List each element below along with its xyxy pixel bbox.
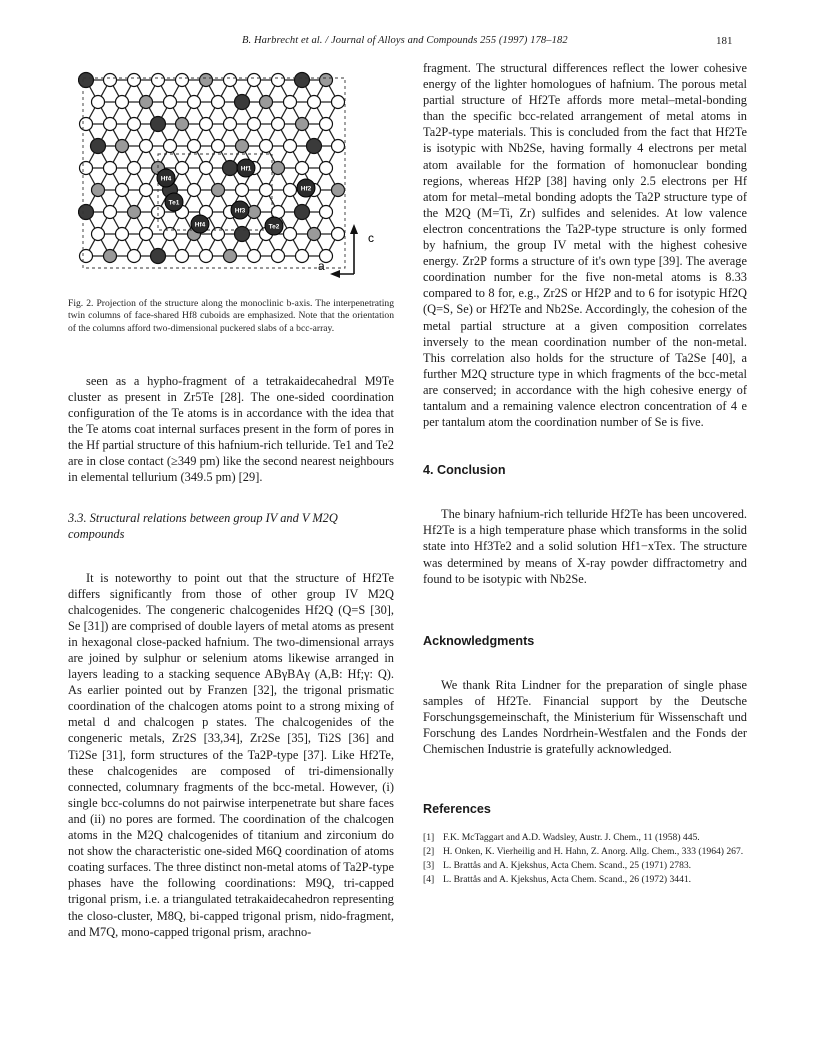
reference-item [423,845,747,859]
reference-number: [2] [423,846,435,858]
running-head-title: B. Harbrecht et al. / Journal of Alloys and Compounds 255 (1997) 178–182 [242,35,568,46]
structure-figure [78,70,378,290]
atom-label: Te2 [268,223,280,231]
axis-a-label: a [318,259,325,273]
conclusion-paragraph: The binary hafnium-rich telluride Hf2Te has been uncovered. Hf2Te is a high temperature phase which transforms in the solid state into Hf3Te2 and a solid solution Hf1−xTex. The structure was determined by means of X-ray powder diffractometry and found to be isotypic with Nb2Se. [423,507,747,586]
reference-item [423,831,747,845]
figure-caption: Fig. 2. Projection of the structure along the monoclinic b-axis. The interpenetrating twin columns of face-shared Hf8 cuboids are emphasized. Note that the orientation of the columns afford two-dimensional puckered slabs of a bcc-array. [68,298,394,334]
axis-c-label: c [368,231,374,245]
reference-item [423,873,747,887]
atom-label: Hf4 [160,175,172,183]
acknowledgments-paragraph: We thank Rita Lindner for the preparation of single phase samples of Hf2Te. Financial support by the Deutsche Forschungsgemeinschaft, the Ministerium für Wissenschaft und Forschung des Landes Nordrhein-Westfalen and the Fonds der Chemischen Industrie is gratefully acknowledged. [423,677,747,757]
right-column [423,60,747,887]
left-paragraph-1: seen as a hypho-fragment of a tetrakaidecahedral M9Te cluster as present in Zr5Te [28]. The one-sided coordination configuration of the Te atoms is in accordance with the idea that the Te atoms coat internal surfaces present in the form of pores in the Hf partial structure of this hafnium-rich telluride. Te1 and Te2 are in close contact (≥349 pm) like the second nearest neighbours in elemental tellurium (349.5 pm) [29]. [68,373,394,485]
references-heading: References [423,802,491,817]
conclusion-heading: 4. Conclusion [423,463,506,478]
reference-text: L. Brattås and A. Kjekshus, Acta Chem. Scand., 25 (1971) 2783. [443,860,692,872]
running-head [0,35,816,51]
page-number: 181 [716,35,733,47]
reference-text: H. Onken, K. Vierheilig and H. Hahn, Z. Anorg. Allg. Chem., 333 (1964) 267. [443,846,744,858]
reference-number: [4] [423,874,435,886]
reference-number: [1] [423,832,435,844]
atom-label: Te1 [168,199,180,207]
atom-label: Hf2 [300,185,312,193]
atom-label: Hf3 [234,207,246,215]
right-paragraph-1: fragment. The structural differences reflect the lower cohesive energy of the lighter homologues of hafnium. The porous metal partial structure of Hf2Te affords more metal–metal-bonding than the specific bcc-related arrangement of metal atoms in Ta2P-type materials. This is concluded from the fact that Hf2Te is isotypic with Nb2Se, having formally 4 electrons per metal atom available for the formation of homonuclear bonding regions, whereas Hf2P [38] having only 2.5 electrons per Hf atom for metal–metal bonding adopts the Ta2P structure type of the M2Q (M=Ti, Zr) sulfides and selenides. At low valence electron concentrations the Ta2P-type structure is only formed by hafnium, the group IV metal with the highest cohesive energy. Zr2P forms a structure of it's own type [39]. The average coordination number for the five non-metal atoms is 8.33 compared to 8 for, e.g., Zr2S or Hf2P and to 6 for isotypic Hf2Q (Q=S, Se) or Hf2Te and Nb2Se. Accordingly, the cohesion of the metal partial structure at a given composition correlates inversely to the mean coordination number of the non-metal. This correlation also holds for the structure of Ta2Se [40], a further M2Q structure type in which fragments of the bcc-metal are conserved; in accordance with the high cohesive energy of tantalum and a remaining valence electron concentration of 4 e per tantalum atom the coordination number of Se is five. [423,61,747,430]
references-list [423,831,747,887]
reference-text: F.K. McTaggart and A.D. Wadsley, Austr. J. Chem., 11 (1958) 445. [443,832,700,844]
atom-label: Hf4 [194,221,206,229]
atom-label: Hf1 [240,165,252,173]
reference-text: L. Brattås and A. Kjekshus, Acta Chem. Scand., 26 (1972) 3441. [443,874,692,886]
left-paragraph-2: It is noteworthy to point out that the structure of Hf2Te differs significantly from those of other group IV M2Q chalcogenides. The congeneric chalcogenides Hf2Q (Q=S [30], Se [31]) are comprised of double layers of metal atoms as present in hexagonal close-packed hafnium. The two-dimensional arrays are joined by sulphur or selenium atoms likewise arranged in layers leading to a stacking sequence ABγBAγ (A,B: Hf;γ: Q). As earlier pointed out by Franzen [32], the trigonal prismatic coordination of the chalcogen atoms point to a strong mixing of metal d and chalcogen p states. The chalcogenides of the congeneric metals, Zr2S [33,34], Zr2Se [35], Ti2S [36] and Ti2Se [31], form structures of the Ta2P-type [37]. Like Hf2Te, these chalcogenides are composed of tri-dimensionally connected, columnary fragments of the bcc-metal. However, (i) single bcc-columns do not pairwise interpenetrate but share faces and (ii) no pores are formed. The coordination of the chalcogen atoms in the M2Q chalcogenides of titanium and zirconium do not show the characteristic one-sided M6Q coordination of atoms coating surfaces. The three distinct non-metal atoms of Ta2P-type phases have the following coordinations: M9Q, tri-capped trigonal prism, i.e. a triangulated tetrakaidecahedron representing the closo-cluster, M8Q, bi-capped trigonal prism, nido-fragment, and M7Q, mono-capped trigonal prism, arachno- [68,570,394,939]
structure-projection-image [78,70,378,290]
reference-item [423,859,747,873]
left-column [68,60,394,940]
reference-number: [3] [423,860,435,872]
section-3-3-title: 3.3. Structural relations between group IV and V M2Q compounds [68,510,338,541]
acknowledgments-heading: Acknowledgments [423,633,535,648]
